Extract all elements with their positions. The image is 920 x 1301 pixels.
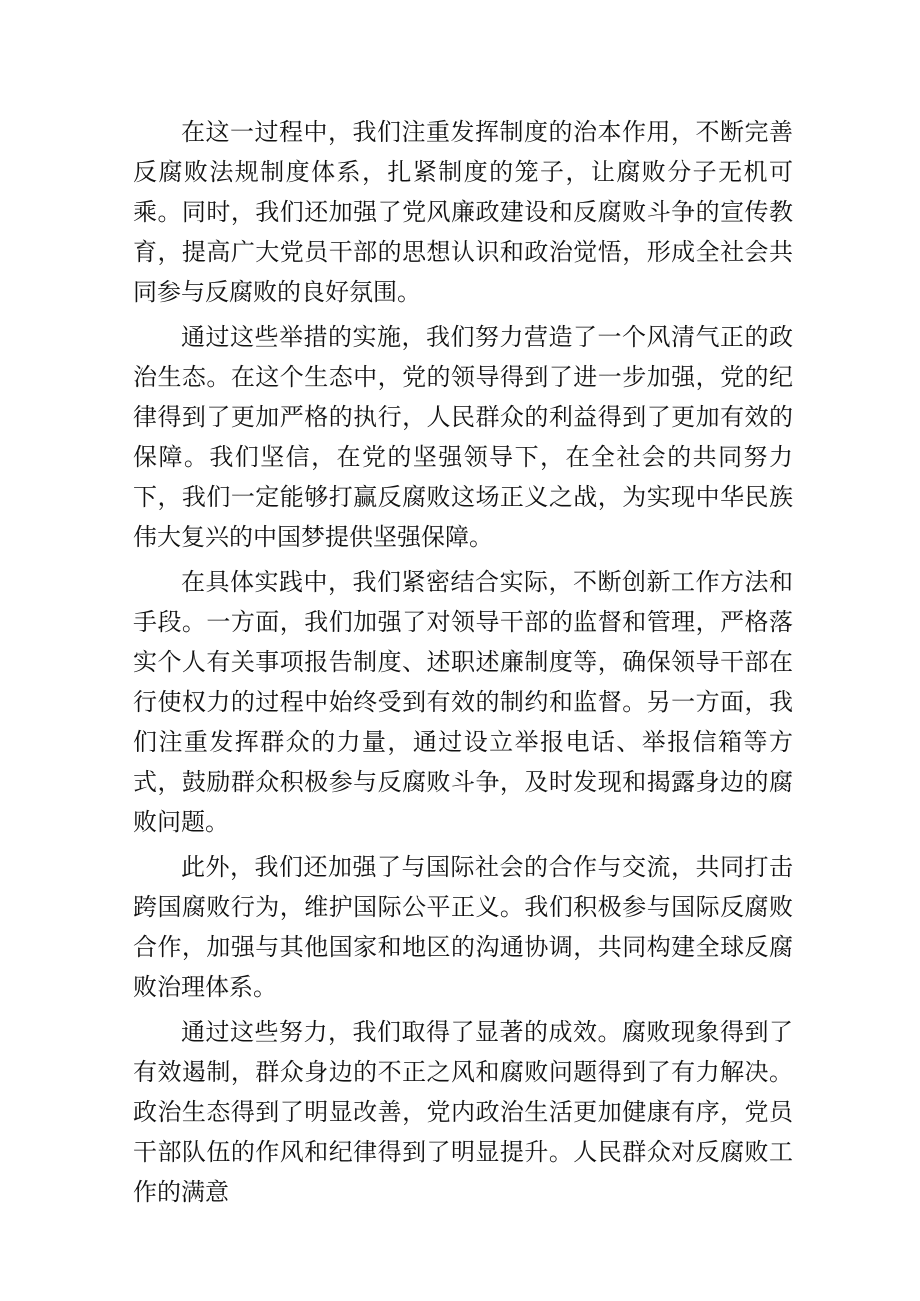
paragraph-5: 通过这些努力，我们取得了显著的成效。腐败现象得到了有效遏制，群众身边的不正之风和腐败问题得到了有力解决。政治生态得到了明显改善，党内政治生活更加健康有序，党员干部队伍的作风和纪律得到了明显提升。人民群众对反腐败工作的满意 bbox=[133, 1018, 793, 1206]
paragraph-1: 在这一过程中，我们注重发挥制度的治本作用，不断完善反腐败法规制度体系，扎紧制度的笼子，让腐败分子无机可乘。同时，我们还加强了党风廉政建设和反腐败斗争的宣传教育，提高广大党员干部的思想认识和政治觉悟，形成全社会共同参与反腐败的良好氛围。 bbox=[133, 118, 793, 306]
document-body bbox=[133, 112, 793, 1217]
paragraph-4: 此外，我们还加强了与国际社会的合作与交流，共同打击跨国腐败行为，维护国际公平正义。我们积极参与国际反腐败合作，加强与其他国家和地区的沟通协调，共同构建全球反腐败治理体系。 bbox=[133, 853, 793, 1001]
paragraph-3: 在具体实践中，我们紧密结合实际，不断创新工作方法和手段。一方面，我们加强了对领导干部的监督和管理，严格落实个人有关事项报告制度、述职述廉制度等，确保领导干部在行使权力的过程中始终受到有效的制约和监督。另一方面，我们注重发挥群众的力量，通过设立举报电话、举报信箱等方式，鼓励群众积极参与反腐败斗争，及时发现和揭露身边的腐败问题。 bbox=[133, 568, 793, 836]
paragraph-2: 通过这些举措的实施，我们努力营造了一个风清气正的政治生态。在这个生态中，党的领导得到了进一步加强，党的纪律得到了更加严格的执行，人民群众的利益得到了更加有效的保障。我们坚信，在党的坚强领导下，在全社会的共同努力下，我们一定能够打赢反腐败这场正义之战，为实现中华民族伟大复兴的中国梦提供坚强保障。 bbox=[133, 323, 793, 551]
